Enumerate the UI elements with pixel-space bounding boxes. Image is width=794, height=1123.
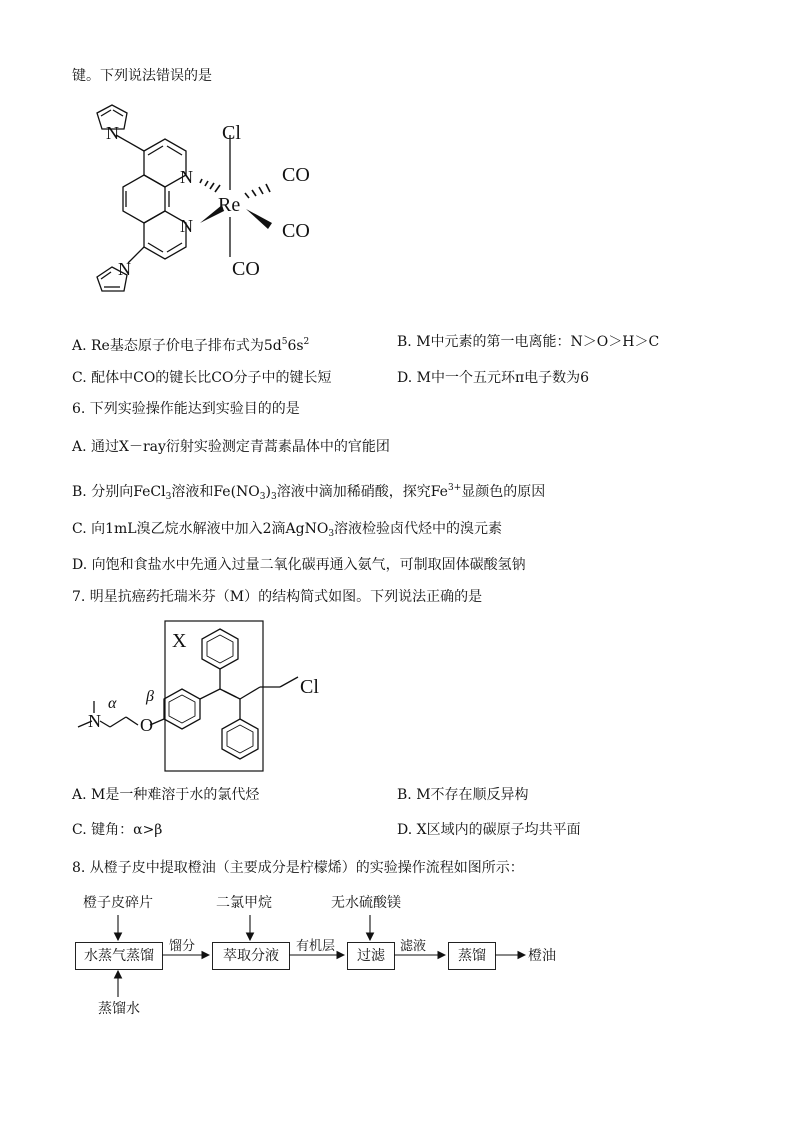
- q6-option-d: D. 向饱和食盐水中先通入过量二氧化碳再通入氨气，可制取固体碳酸氢钠: [72, 557, 526, 573]
- flow-box-distillation: 蒸馏: [448, 942, 496, 970]
- q7-option-b: B. M不存在顺反异构: [397, 787, 529, 803]
- question-intro-tail: 键。下列说法错误的是: [72, 68, 212, 84]
- q6-option-b: B. 分别向FeCl$_3$溶液和$Fe(NO_3)_3$溶液中滴加稀硝酸，探究$Fe^{3+}$显颜色的原因: [72, 483, 546, 502]
- q7-stem: 7. 明星抗癌药托瑞米芬（M）的结构简式如图。下列说法正确的是: [72, 589, 483, 605]
- beta-label: β: [146, 688, 154, 705]
- flow-box-extraction: 萃取分液: [212, 942, 290, 970]
- re-label: Re: [218, 194, 241, 216]
- q7-option-c: C. 键角：α>β: [72, 822, 163, 838]
- n-label-2: N: [180, 216, 193, 236]
- flow-input-dcm: 二氯甲烷: [216, 895, 272, 911]
- q5-option-d: D. M中一个五元环π电子数为6: [397, 370, 590, 386]
- cl-label: Cl: [222, 122, 241, 144]
- flow-edge-fraction: 馏分: [169, 939, 196, 954]
- co-label-1: CO: [282, 164, 310, 186]
- q5-option-a: A. Re基态原子价电子排布式为$5d^56s^2$: [72, 337, 310, 354]
- n-label: N: [88, 711, 101, 731]
- flow-input-water: 蒸馏水: [98, 1001, 140, 1017]
- q6-stem: 6. 下列实验操作能达到实验目的的是: [72, 401, 300, 417]
- flow-box-steam-distillation: 水蒸气蒸馏: [75, 942, 163, 970]
- q6-option-a: A. 通过X－ray衍射实验测定青蒿素晶体中的官能团: [72, 439, 390, 455]
- q6-option-c: C. 向1mL溴乙烷水解液中加入2滴AgNO$_3$溶液检验卤代烃中的溴元素: [72, 521, 503, 539]
- flow-output-orange-oil: 橙油: [528, 948, 556, 964]
- flow-input-orange-peel: 橙子皮碎片: [83, 895, 153, 911]
- n-label-4: N: [118, 259, 131, 279]
- q7-option-a: A. M是一种难溶于水的氯代烃: [72, 787, 260, 803]
- q5-option-c: C. 配体中CO的键长比CO分子中的键长短: [72, 370, 332, 386]
- x-label: X: [172, 630, 187, 652]
- flow-input-mgso4: 无水硫酸镁: [331, 895, 401, 911]
- co-label-2: CO: [282, 220, 310, 242]
- o-label: O: [140, 715, 153, 735]
- flow-edge-organic-layer: 有机层: [296, 939, 336, 954]
- n-label-3: N: [106, 123, 119, 143]
- n-label-1: N: [180, 167, 193, 187]
- flow-edge-filtrate: 滤液: [400, 939, 427, 954]
- co-label-3: CO: [232, 258, 260, 280]
- flow-box-filtration: 过滤: [347, 942, 395, 970]
- q8-stem: 8. 从橙子皮中提取橙油（主要成分是柠檬烯）的实验操作流程如图所示：: [72, 860, 524, 876]
- q7-option-d: D. X区域内的碳原子均共平面: [397, 822, 581, 838]
- cl-label: Cl: [300, 676, 319, 698]
- alpha-label: α: [108, 695, 117, 712]
- q5-option-b: B. M中元素的第一电离能：N＞O＞H＞C: [397, 334, 660, 350]
